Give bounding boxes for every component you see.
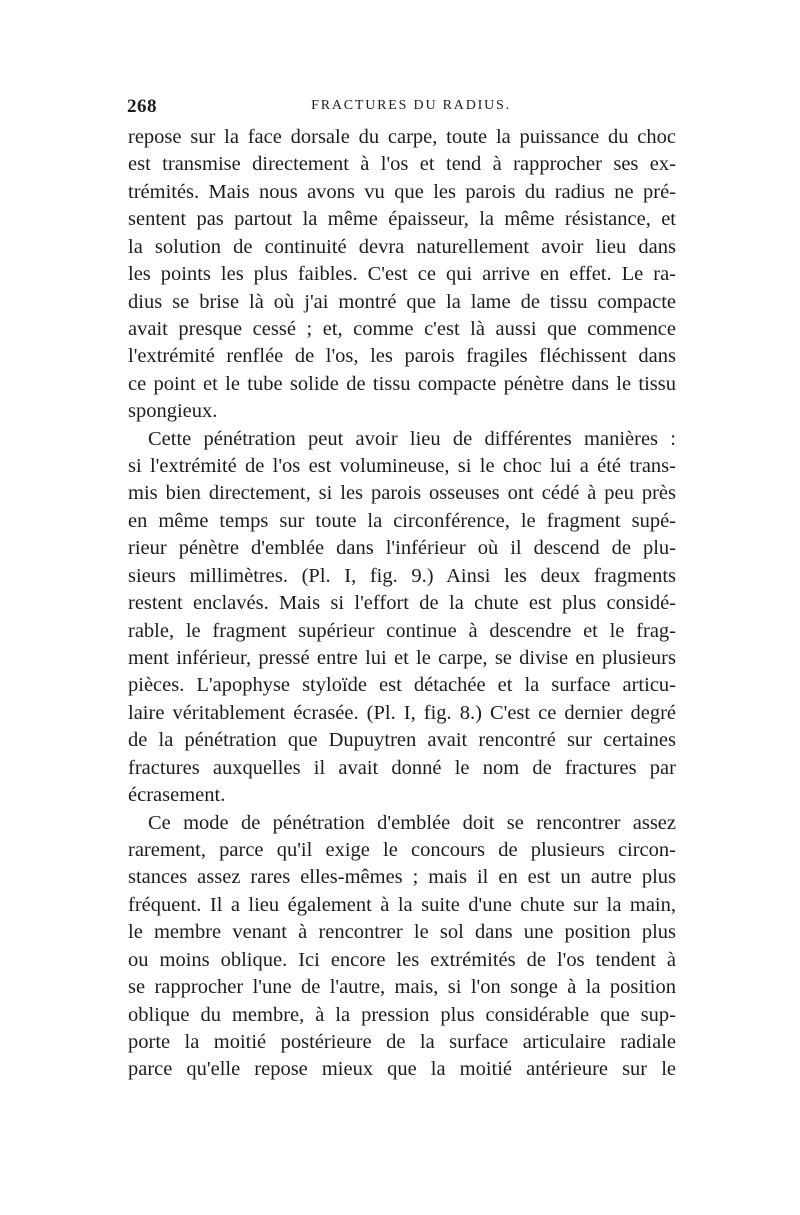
page-number: 268 bbox=[127, 96, 157, 117]
running-title: FRACTURES DU RADIUS. bbox=[311, 98, 511, 113]
text-line: stances assez rares elles-mêmes ; mais il en est un autre plus bbox=[128, 866, 676, 889]
text-line: de la pénétration que Dupuytren avait rencontré sur certaines bbox=[128, 729, 676, 752]
text-line: pièces. L'apophyse styloïde est détachée et la surface articu- bbox=[128, 674, 676, 697]
text-line: restent enclavés. Mais si l'effort de la chute est plus considé- bbox=[128, 592, 676, 615]
text-line: la solution de continuité devra naturellement avoir lieu dans bbox=[128, 235, 676, 258]
text-line: rieur pénètre d'emblée dans l'inférieur où il descend de plu- bbox=[128, 537, 676, 560]
text-line: fréquent. Il a lieu également à la suite d'une chute sur la main, bbox=[128, 893, 676, 916]
body-text bbox=[128, 124, 676, 1084]
text-line: laire véritablement écrasée. (Pl. I, fig. 8.) C'est ce dernier degré bbox=[128, 701, 676, 724]
text-line: rarement, parce qu'il exige le concours de plusieurs circon- bbox=[128, 838, 676, 861]
text-line: si l'extrémité de l'os est volumineuse, si le choc lui a été trans- bbox=[128, 455, 676, 478]
text-line: ment inférieur, pressé entre lui et le carpe, se divise en plusieurs bbox=[128, 647, 676, 670]
text-line: le membre venant à rencontrer le sol dans une position plus bbox=[128, 921, 676, 944]
paragraph-first-line: Cette pénétration peut avoir lieu de différentes manières : bbox=[148, 427, 676, 450]
text-line: parce qu'elle repose mieux que la moitié antérieure sur le bbox=[128, 1058, 676, 1081]
text-line: les points les plus faibles. C'est ce qui arrive en effet. Le ra- bbox=[128, 263, 676, 286]
text-line: dius se brise là où j'ai montré que la lame de tissu compacte bbox=[128, 290, 676, 313]
text-line: repose sur la face dorsale du carpe, toute la puissance du choc bbox=[128, 126, 676, 148]
paragraph-end-line: spongieux. bbox=[128, 400, 218, 423]
text-line: rable, le fragment supérieur continue à descendre et le frag- bbox=[128, 619, 676, 642]
text-line: ce point et le tube solide de tissu compacte pénètre dans le tissu bbox=[128, 372, 676, 395]
text-line: est transmise directement à l'os et tend à rapprocher ses ex- bbox=[128, 153, 676, 176]
text-line: l'extrémité renflée de l'os, les parois fragiles fléchissent dans bbox=[128, 345, 676, 368]
text-line: se rapprocher l'une de l'autre, mais, si l'on songe à la position bbox=[128, 976, 676, 999]
text-line: ou moins oblique. Ici encore les extrémités de l'os tendent à bbox=[128, 948, 676, 971]
page-header bbox=[127, 96, 675, 120]
text-line: oblique du membre, à la pression plus considérable que sup- bbox=[128, 1003, 676, 1026]
paragraph-first-line: Ce mode de pénétration d'emblée doit se rencontrer assez bbox=[148, 811, 676, 834]
text-line: mis bien directement, si les parois osseuses ont cédé à peu près bbox=[128, 482, 676, 505]
text-line: porte la moitié postérieure de la surface articulaire radiale bbox=[128, 1030, 676, 1053]
text-line: fractures auxquelles il avait donné le nom de fractures par bbox=[128, 756, 676, 779]
text-line: trémités. Mais nous avons vu que les parois du radius ne pré- bbox=[128, 180, 676, 203]
paragraph-end-line: écrasement. bbox=[128, 784, 226, 807]
text-line: en même temps sur toute la circonférence, le fragment supé- bbox=[128, 509, 676, 532]
text-line: sentent pas partout la même épaisseur, la même résistance, et bbox=[128, 208, 676, 231]
text-line: avait presque cessé ; et, comme c'est là aussi que commence bbox=[128, 317, 676, 340]
text-line: sieurs millimètres. (Pl. I, fig. 9.) Ainsi les deux fragments bbox=[128, 564, 676, 587]
